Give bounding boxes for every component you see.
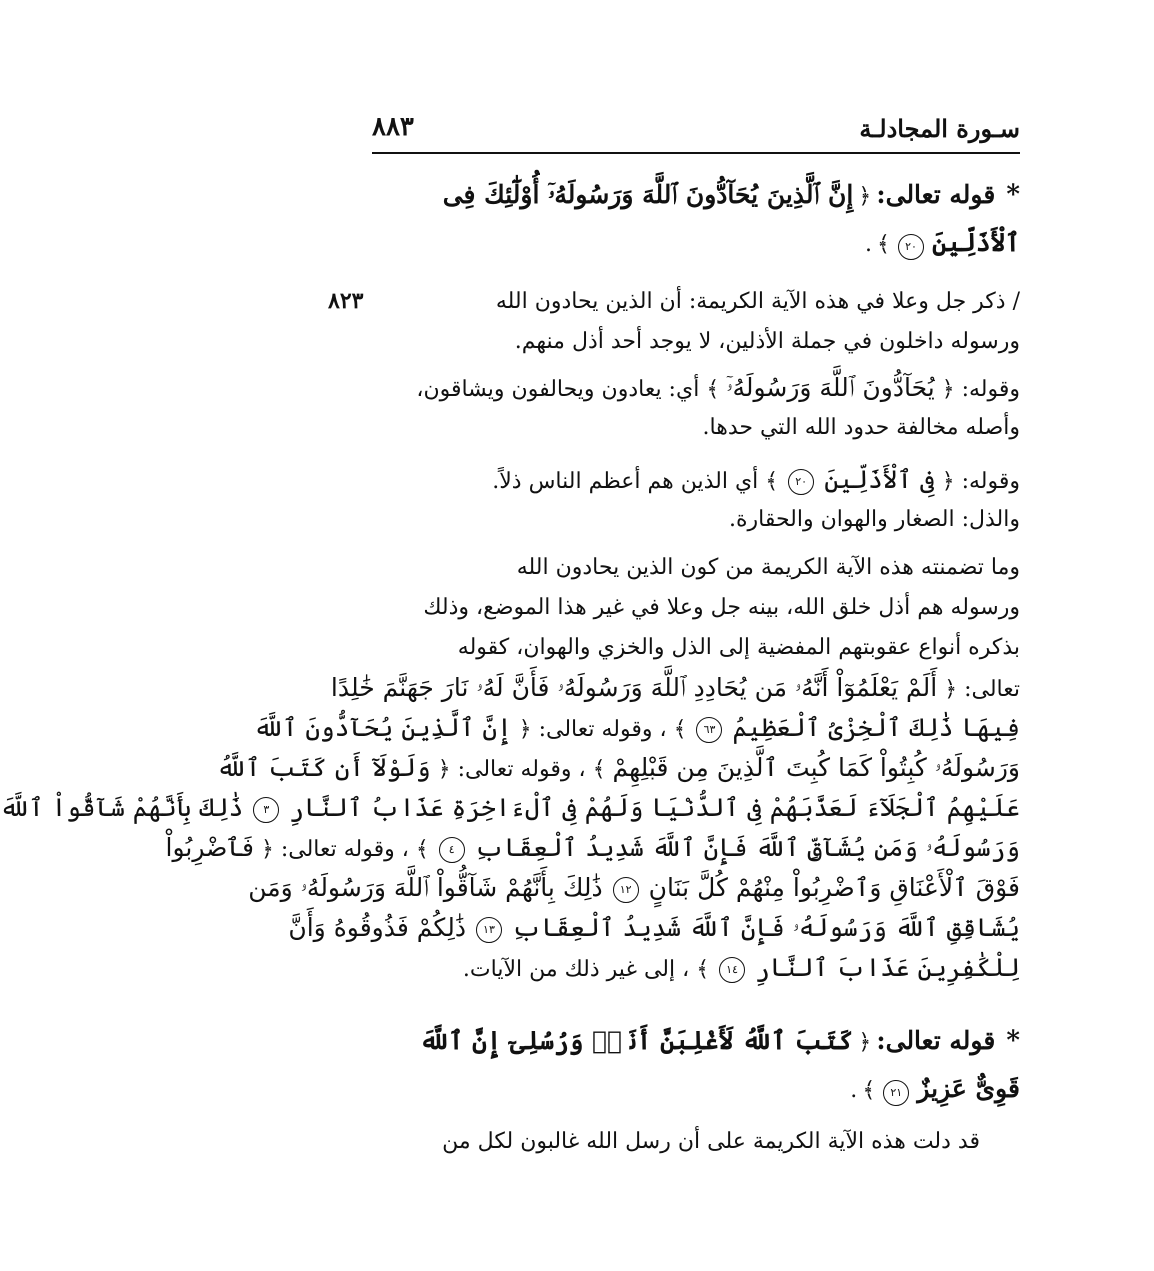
verse-heading-2 [372, 1018, 1020, 1114]
page-number: ٨٨٣ [372, 112, 414, 142]
quran-bracket-close: ﴾ [706, 377, 720, 402]
paragraph-3-line-1 [372, 460, 1020, 500]
verse-heading-2-line-1 [372, 1018, 1020, 1064]
paragraph-4-prefix: تعالى: [964, 677, 1020, 702]
section-star: * [1006, 180, 1020, 210]
quran-verse-text: ذَٰلِكَ بِأَنَّهُمْ شَآقُّواْ ٱللَّهَ [0, 793, 244, 822]
section-lead: قوله تعالى: [876, 180, 996, 209]
quran-verse-text: فَوْقَ ٱلْأَعْنَاقِ وَٱضْرِبُواْ مِنْهُمْ كُلَّ بَنَانٍ [648, 873, 1020, 902]
quran-verse-text: فِيهَا ذَٰلِكَ ٱلْخِزْىُ ٱلْعَظِيمُ [732, 713, 1020, 742]
paragraph-2-line-1 [372, 368, 1020, 408]
quran-verse-text: ذَٰلِكَ بِأَنَّهُمْ شَآقُّواْ ٱللَّهَ وَرَسُولَهُۥ وَمَن [248, 873, 603, 902]
verse-heading-1 [372, 172, 1020, 268]
quran-verse-text: وَرَسُولَهُۥ كُبِتُواْ كَمَا كُبِتَ ٱلَّذِينَ مِن قَبْلِهِمْ [612, 753, 1020, 782]
paragraph-4-line-1: وما تضمنته هذه الآية الكريمة من كون الذين يحادون الله [516, 555, 1020, 580]
ayah-number-marker: ٤ [439, 837, 465, 863]
paragraph-1 [372, 282, 1020, 362]
quran-bracket-open: ﴿ [858, 184, 872, 209]
paragraph-4-ending: ، إلى غير ذلك من الآيات. [462, 957, 690, 982]
ayah-number-marker: ١٢ [613, 877, 639, 903]
quran-verse-text: وَلَوْلَآ أَن كَتَبَ ٱللَّهُ [216, 753, 431, 782]
margin-reference-number: ٨٢٣ [328, 288, 364, 314]
ayah-number-marker: ٢٠ [788, 469, 814, 495]
paragraph-3-line-2: والذل: الصغار والهوان والحقارة. [728, 507, 1020, 532]
paragraph-4 [0, 548, 1020, 988]
surah-title: سـورة المجادلـة [859, 114, 1020, 143]
paragraph-2-prefix: وقوله: [961, 377, 1020, 402]
paragraph-2-line-2: وأصله مخالفة حدود الله التي حدها. [702, 415, 1020, 440]
ayah-number-marker: ٢٠ [898, 234, 924, 260]
quran-verse-text: ذَٰلِكُمْ فَذُوقُوهُ وَأَنَّ [288, 913, 466, 942]
section-star: * [1006, 1026, 1020, 1056]
paragraph-1-line-2: ورسوله داخلون في جملة الأذلين، لا يوجد أحد أذل منهم. [514, 329, 1020, 354]
paragraph-2 [372, 368, 1020, 448]
paragraph-4-line-8 [165, 828, 1020, 868]
paragraph-5-line-1: قد دلت هذه الآية الكريمة على أن رسل الله غالبون لكل من [442, 1129, 980, 1154]
quran-bracket-open: ﴿ [437, 757, 451, 782]
ayah-number-marker: ٦٣ [696, 717, 722, 743]
quran-bracket-open: ﴿ [858, 1030, 872, 1055]
quran-verse-text: يُحَآدُّونَ ٱللَّهَ وَرَسُولَهُۥٓ [726, 373, 935, 402]
quran-bracket-open: ﴿ [941, 469, 955, 494]
quran-verse-text: إِنَّ ٱلَّذِينَ يُحَآدُّونَ ٱللَّهَ وَرَسُولَهُۥٓ أُوْلَٰٓئِكَ فِى [442, 180, 854, 209]
paragraph-4-connector: ، وقوله تعالى: [457, 757, 586, 782]
paragraph-5 [372, 1122, 1020, 1162]
quran-verse-text: إِنَّ ٱلَّذِينَ يُحَآدُّونَ ٱللَّهَ [253, 713, 512, 742]
paragraph-3-prefix: وقوله: [961, 469, 1020, 494]
quran-bracket-close: ﴾ [862, 1078, 876, 1103]
quran-verse-text: لِلْكَٰفِرِينَ عَذَابَ ٱلنَّارِ [755, 953, 1020, 982]
paragraph-4-line-10 [288, 908, 1020, 948]
ayah-number-marker: ٣ [253, 797, 279, 823]
quran-bracket-open: ﴿ [941, 377, 955, 402]
paragraph-1-line-1: / ذكر جل وعلا في هذه الآية الكريمة: أن الذين يحادون الله [495, 289, 1020, 314]
paragraph-4-line-7 [0, 788, 1020, 828]
quran-bracket-close: ﴾ [765, 469, 779, 494]
verse-heading-1-line-2 [372, 218, 1020, 268]
verse-heading-2-line-2 [372, 1064, 1020, 1114]
paragraph-4-connector: ، وقوله تعالى: [280, 837, 409, 862]
paragraph-4-line-4 [330, 668, 1020, 708]
quran-bracket-close: ﴾ [696, 957, 710, 982]
quran-bracket-open: ﴿ [944, 677, 958, 702]
paragraph-3-rest: أي الذين هم أعظم الناس ذلاً. [492, 469, 759, 494]
paragraph-4-line-11 [372, 948, 1020, 988]
ayah-number-marker: ١٤ [719, 957, 745, 983]
page-header [372, 108, 1020, 154]
paragraph-4-line-6 [216, 748, 1020, 788]
section-lead: قوله تعالى: [876, 1026, 996, 1055]
quran-bracket-close: ﴾ [673, 717, 687, 742]
ayah-number-marker: ٢١ [883, 1080, 909, 1106]
quran-verse-text: ٱلْأَذَلِّينَ [932, 228, 1020, 257]
quran-verse-text: فَٱضْرِبُواْ [165, 833, 254, 862]
paragraph-2-rest: أي: يعادون ويحالفون ويشاقون، [416, 377, 700, 402]
quran-verse-text: قَوِىٌّ عَزِيزٌ [917, 1074, 1020, 1103]
paragraph-3 [372, 460, 1020, 540]
paragraph-4-line-2: ورسوله هم أذل خلق الله، بينه جل وعلا في غير هذا الموضع، وذلك [423, 595, 1020, 620]
verse-heading-1-line-1 [372, 172, 1020, 218]
quran-bracket-close: ﴾ [592, 757, 606, 782]
quran-verse-text: فِى ٱلْأَذَلِّينَ [824, 465, 935, 494]
quran-bracket-open: ﴿ [260, 837, 274, 862]
period: . [850, 1078, 858, 1103]
paragraph-4-line-3: بذكره أنواع عقوبتهم المفضية إلى الذل والخزي والهوان، كقوله [457, 635, 1020, 660]
quran-verse-text: يُشَاقِقِ ٱللَّهَ وَرَسُولَهُۥ فَإِنَّ ٱللَّهَ شَدِيدُ ٱلْعِقَابِ [511, 913, 1020, 942]
quran-verse-text: كَتَبَ ٱللَّهُ لَأَغْلِبَنَّ أَنَا۠ وَرُسُلِىٓ إِنَّ ٱللَّهَ [419, 1026, 854, 1055]
ayah-number-marker: ١٣ [476, 917, 502, 943]
paragraph-4-line-5 [253, 708, 1020, 748]
quran-bracket-open: ﴿ [518, 717, 532, 742]
quran-verse-text: وَرَسُولَهُۥ وَمَن يُشَآقِّ ٱللَّهَ فَإِنَّ ٱللَّهَ شَدِيدُ ٱلْعِقَابِ [474, 833, 1020, 862]
quran-verse-text: عَلَيْهِمُ ٱلْجَلَآءَ لَعَذَّبَهُمْ فِى ٱلدُّنْيَا وَلَهُمْ فِى ٱلْءَاخِرَةِ عَذَابُ ٱلنَّارِ [289, 793, 1020, 822]
quran-verse-text: أَلَمْ يَعْلَمُوٓاْ أَنَّهُۥ مَن يُحَادِدِ ٱللَّهَ وَرَسُولَهُۥ فَأَنَّ لَهُۥ نَارَ جَهَنَّمَ خَٰلِدًا [330, 673, 938, 702]
period: . [864, 232, 872, 257]
paragraph-4-line-9 [248, 868, 1020, 908]
paragraph-4-connector: ، وقوله تعالى: [538, 717, 667, 742]
quran-bracket-close: ﴾ [415, 837, 429, 862]
quran-bracket-close: ﴾ [877, 232, 890, 257]
